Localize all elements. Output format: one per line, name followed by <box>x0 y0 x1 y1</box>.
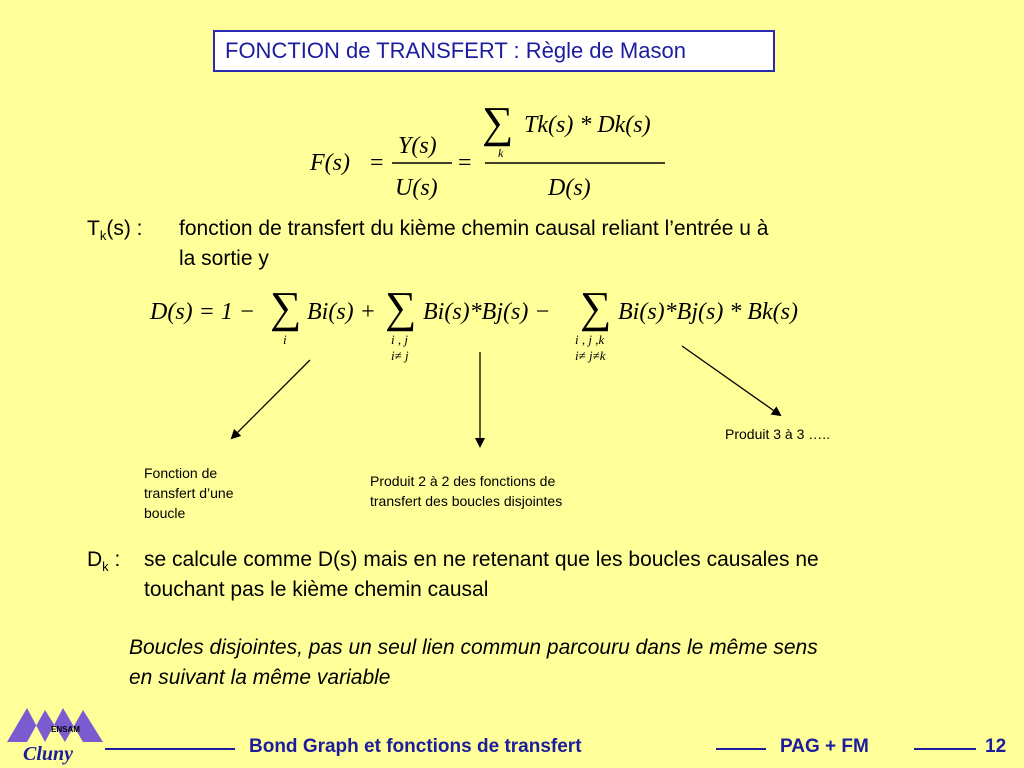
footer-rule-2 <box>716 748 766 750</box>
formula1-lhs: F(s) <box>310 150 350 176</box>
formula2-idx1: i <box>283 332 287 347</box>
dk-label: $D_k$ : <box>87 548 121 575</box>
arrow-single-loop <box>232 360 310 438</box>
formula1-eq: = <box>370 150 384 176</box>
formula1-num: Y(s) <box>398 133 437 159</box>
formula2-idx3-line2: i≠ j≠k <box>575 348 606 363</box>
logo-cluny-text: Cluny <box>23 743 74 765</box>
tk-definition-line1: fonction de transfert du kième chemin causal reliant l’entrée u à <box>179 217 769 240</box>
tk-definition-line2: la sortie y <box>179 247 269 270</box>
ensam-logo <box>5 700 105 768</box>
note-line2: en suivant la même variable <box>129 666 391 689</box>
formula1-sum-index: k <box>498 146 504 160</box>
footer-center-text: Bond Graph et fonctions de transfert <box>249 736 582 757</box>
arrow-triple <box>682 346 780 415</box>
annotation-single-loop: Fonction de transfert d’une boucle <box>144 465 234 521</box>
annotation-pair: Produit 2 à 2 des fonctions de transfert des boucles disjointes <box>370 473 563 509</box>
formula2-lhs: D(s) = 1 − <box>150 299 256 325</box>
sum-symbol-k: ∑ <box>482 98 514 147</box>
tk-label: $T_k(s)$ : <box>87 217 143 244</box>
dk-definition-line1: se calcule comme D(s) mais en ne retenant que les boucles causales ne <box>144 548 819 571</box>
logo-ensam-text: ENSAM <box>51 725 80 734</box>
note-line1: Boucles disjointes, pas un seul lien commun parcouru dans le même sens <box>129 636 818 659</box>
footer-rule-1 <box>105 748 235 750</box>
sum-symbol-1: ∑ <box>270 283 302 332</box>
formula1-den: U(s) <box>395 175 438 201</box>
formula2-term2: Bi(s)*Bj(s) − <box>423 299 551 325</box>
sum-symbol-3: ∑ <box>580 283 612 332</box>
formula1-rhs-den: D(s) <box>548 175 591 201</box>
footer-author: PAG + FM <box>780 736 869 757</box>
formula2-idx3-line1: i , j ,k <box>575 332 605 347</box>
sum-symbol-2: ∑ <box>385 283 417 332</box>
formula1-eq2: = <box>458 150 472 176</box>
page-number: 12 <box>985 736 1007 757</box>
dk-definition-line2: touchant pas le kième chemin causal <box>144 578 489 601</box>
formula2-idx2-line2: i≠ j <box>391 348 409 363</box>
formula1-rhs-num: Tk(s) * Dk(s) <box>524 112 651 138</box>
slide-title: FONCTION de TRANSFERT : Règle de Mason <box>213 30 775 72</box>
formula2-term1: Bi(s) + <box>307 299 376 325</box>
formula2-term3: Bi(s)*Bj(s) * Bk(s) <box>618 299 798 325</box>
footer-rule-3 <box>914 748 976 750</box>
annotation-triple: Produit 3 à 3 ….. <box>725 426 831 442</box>
formula2-idx2-line1: i , j <box>391 332 408 347</box>
